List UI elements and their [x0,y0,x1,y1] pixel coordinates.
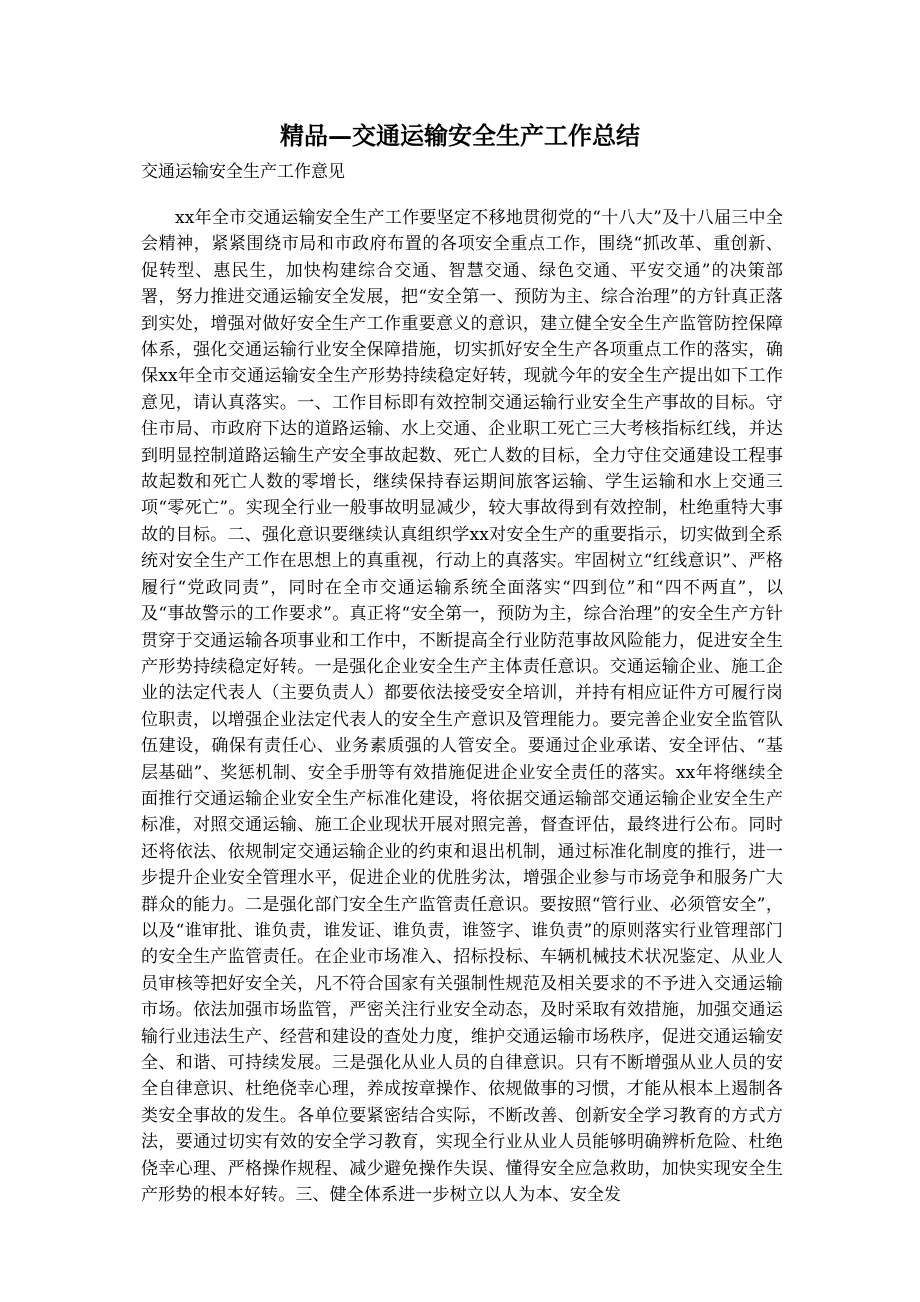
page-title: 精品—交通运输安全生产工作总结 [280,121,640,150]
document-subtitle: 交通运输安全生产工作意见 [141,162,345,182]
body-paragraph: xx年全市交通运输安全生产工作要坚定不移地贯彻党的“十八大”及十八届三中全会精神，紧紧围绕市局和市政府布置的各项安全重点工作，围绕“抓改革、重创新、促转型、惠民生，加快构建综合交通、智慧交通、绿色交通、平安交通”的决策部署，努力推进交通运输安全发展，把“安全第一、预防为主、综合治理”的方针真正落到实处，增强对做好安全生产工作重要意义的意识，建立健全安全生产监管防控保障体系，强化交通运输行业安全保障措施，切实抓好安全生产各项重点工作的落实，确保xx年全市交通运输安全生产形势持续稳定好转，现就今年的安全生产提出如下工作意见，请认真落实。一、工作目标即有效控制交通运输行业安全生产事故的目标。守住市局、市政府下达的道路运输、水上交通、企业职工死亡三大考核指标红线，并达到明显控制道路运输生产安全事故起数、死亡人数的目标，全力守住交通建设工程事故起数和死亡人数的零增长，继续保持春运期间旅客运输、学生运输和水上交通三项“零死亡”。实现全行业一般事故明显减少，较大事故得到有效控制，杜绝重特大事故的目标。二、强化意识要继续认真组织学xx对安全生产的重要指示，切实做到全系统对安全生产工作在思想上的真重视，行动上的真落实。牢固树立“红线意识”、严格履行“党政同责”，同时在全市交通运输系统全面落实“四到位”和“四不两直”，以及“事故警示的工作要求”。真正将“安全第一，预防为主，综合治理”的安全生产方针贯穿于交通运输各项事业和工作中，不断提高全行业防范事故风险能力，促进安全生产形势持续稳定好转。一是强化企业安全生产主体责任意识。交通运输企业、施工企业的法定代表人（主要负责人）都要依法接受安全培训，并持有相应证件方可履行岗位职责，以增强企业法定代表人的安全生产意识及管理能力。要完善企业安全监管队伍建设，确保有责任心、业务素质强的人管安全。要通过企业承诺、安全评估、“基层基础”、奖惩机制、安全手册等有效措施促进企业安全责任的落实。xx年将继续全面推行交通运输企业安全生产标准化建设，将依据交通运输部交通运输企业安全生产标准，对照交通运输、施工企业现状开展对照完善，督查评估，最终进行公布。同时还将依法、依规制定交通运输企业的约束和退出机制，通过标准化制度的推行，进一步提升企业安全管理水平，促进企业的优胜劣汰，增强企业参与市场竞争和服务广大群众的能力。二是强化部门安全生产监管责任意识。要按照“管行业、必须管安全”，以及“谁审批、谁负责，谁发证、谁负责，谁签字、谁负责”的原则落实行业管理部门的安全生产监管责任。在企业市场准入、招标投标、车辆机械技术状况鉴定、从业人员审核等把好安全关，凡不符合国家有关强制性规范及相关要求的不予进入交通运输市场。依法加强市场监管，严密关注行业安全动态，及时采取有效措施，加强交通运输行业违法生产、经营和建设的查处力度，维护交通运输市场秩序，促进交通运输安全、和谐、可持续发展。三是强化从业人员的自律意识。只有不断增强从业人员的安全自律意识、杜绝侥幸心理，养成按章操作、依规做事的习惯，才能从根本上遏制各类安全事故的发生。各单位要紧密结合实际，不断改善、创新安全学习教育的方式方法，要通过切实有效的安全学习教育，实现全行业从业人员能够明确辨析危险、杜绝侥幸心理、严格操作规程、减少避免操作失误、懂得安全应急救助，加快实现安全生产形势的根本好转。三、健全体系进一步树立以人为本、安全发 [141,208,783,1206]
